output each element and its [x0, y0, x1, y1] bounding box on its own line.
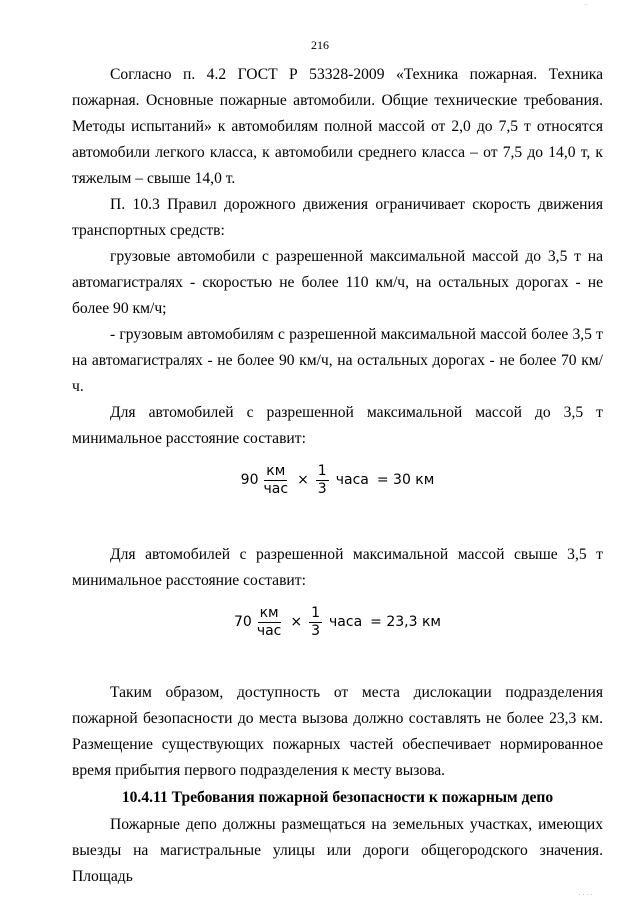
formula-heavy-frac-den: 3 — [311, 622, 321, 639]
formula-light-times: × — [297, 472, 309, 488]
formula-light-unit-fraction — [262, 463, 291, 498]
formula-heavy-times: × — [290, 614, 303, 630]
formula-heavy-coef: 70 — [233, 614, 252, 630]
formula-light — [72, 452, 603, 508]
formula-heavy-unit-num: км — [259, 604, 279, 621]
paragraph-conclusion: Таким образом, доступность от места дислокации подразделения пожарной безопасности до места вызова должно составлять не более 23,3 км. Размещение существующих пожарных частей обеспечивает нормированное время прибытия первого подразделения к месту вызова. — [72, 684, 603, 779]
formula-light-unit: часа — [335, 472, 369, 488]
paragraph-distance-heavy: Для автомобилей с разрешенной максимальной массой свыше 3,5 т минимальное расстояние составит: — [72, 546, 603, 589]
formula-heavy-unit-den: час — [256, 622, 282, 639]
formula-heavy-result: = 23,3 км — [370, 614, 441, 630]
paragraph-gost: Согласно п. 4.2 ГОСТ Р 53328-2009 «Техника пожарная. Техника пожарная. Основные пожарные автомобили. Общие технические требования. Методы испытаний» к автомобилям полной массой от 2,0 до 7,5 т относятся автомобили легкого класса, к автомобили среднего класса – от 7,5 до 14,0 т, к тяжелым – свыше 14,0 т. — [72, 66, 603, 187]
scan-mark-bottom: · · · · — [578, 892, 592, 899]
formula-light-frac-den: 3 — [317, 480, 327, 497]
formula-light-fraction — [316, 463, 329, 498]
paragraph-depot: Пожарные депо должны размещаться на земельных участках, имеющих выезды на магистральные улицы или дороги общегородского значения. Площадь — [72, 816, 603, 885]
formula-light-unit-den: час — [263, 480, 289, 497]
paragraph-pdd: П. 10.3 Правил дорожного движения ограничивает скорость движения транспортных средств: — [72, 196, 603, 239]
page-number: 216 — [311, 38, 329, 52]
paragraph-distance-light: Для автомобилей с разрешенной максимальной массой до 3,5 т минимальное расстояние составит: — [72, 404, 603, 447]
formula-heavy-fraction — [309, 605, 322, 640]
page-body — [72, 62, 603, 890]
formula-light-unit-num: км — [266, 462, 286, 479]
formula-heavy-frac-num: 1 — [311, 604, 321, 621]
formula-light-coef: 90 — [240, 472, 259, 488]
formula-heavy-unit: часа — [329, 614, 363, 630]
paragraph-speed-heavy: - грузовым автомобилям с разрешенной максимальной массой более 3,5 т на автомагистралях - не более 90 км/ч, на остальных дорогах - не более 70 км/ч. — [72, 326, 603, 395]
formula-light-result: = 30 км — [376, 472, 435, 488]
section-heading: 10.4.11 Требования пожарной безопасности к пожарным депо — [121, 789, 554, 806]
paragraph-speed-light: грузовые автомобили с разрешенной максимальной массой до 3,5 т на автомагистралях - скоростью не более 110 км/ч, на остальных дорогах - не более 90 км/ч; — [72, 248, 603, 317]
formula-heavy — [72, 594, 603, 650]
formula-light-frac-num: 1 — [317, 462, 327, 479]
scan-mark-top: .. — [584, 0, 588, 7]
formula-heavy-unit-fraction — [255, 605, 284, 640]
